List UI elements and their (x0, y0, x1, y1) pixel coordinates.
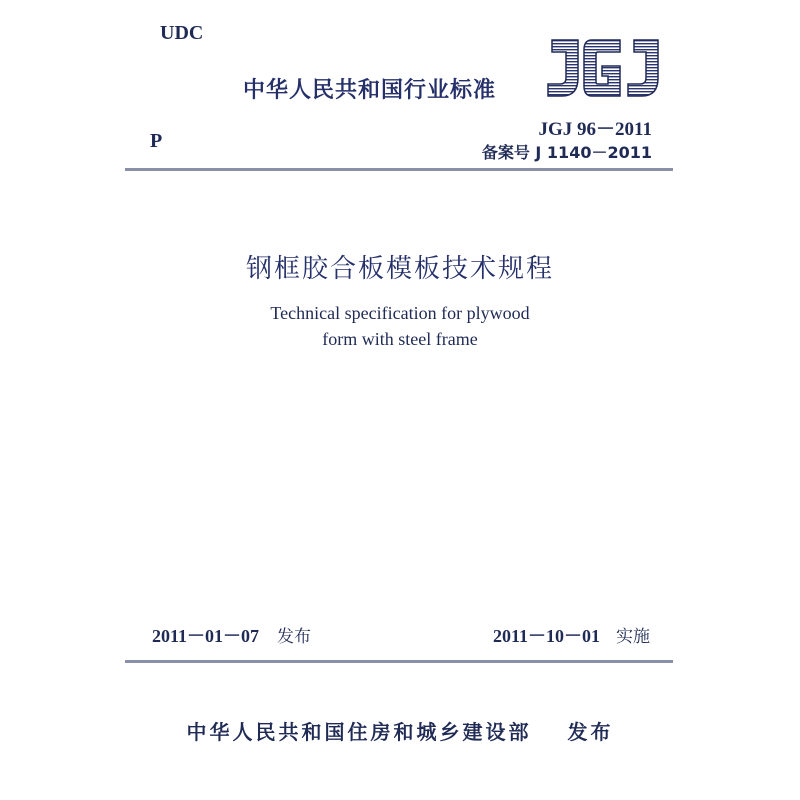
jgj-logo (542, 34, 662, 102)
release-label: 发布 (277, 627, 312, 647)
implementation-date (493, 622, 650, 648)
document-title-english (0, 300, 800, 352)
industry-standard-heading: 中华人民共和国行业标准 (243, 78, 497, 103)
issuing-authority (0, 716, 800, 745)
document-title-chinese: 钢框胶合板模板技术规程 (245, 254, 554, 284)
release-date (152, 622, 311, 648)
issuer-label: 发布 (567, 720, 614, 744)
filing-number: 备案号 J 1140－2011 (481, 143, 652, 162)
implementation-label: 实施 (616, 627, 650, 647)
issuer-name: 中华人民共和国住房和城乡建设部 (186, 720, 532, 744)
standard-number: JGJ 96－2011 (538, 119, 652, 140)
release-date-value: 2011－01－07 (152, 626, 260, 646)
top-divider (125, 168, 673, 171)
implementation-date-value: 2011－10－01 (492, 626, 600, 646)
udc-label: UDC (160, 22, 204, 44)
english-title-line-1: Technical specification for plywood (270, 303, 530, 323)
bottom-divider (125, 660, 673, 663)
english-title-line-2: form with steel frame (322, 329, 478, 349)
classification-code: P (150, 130, 163, 152)
